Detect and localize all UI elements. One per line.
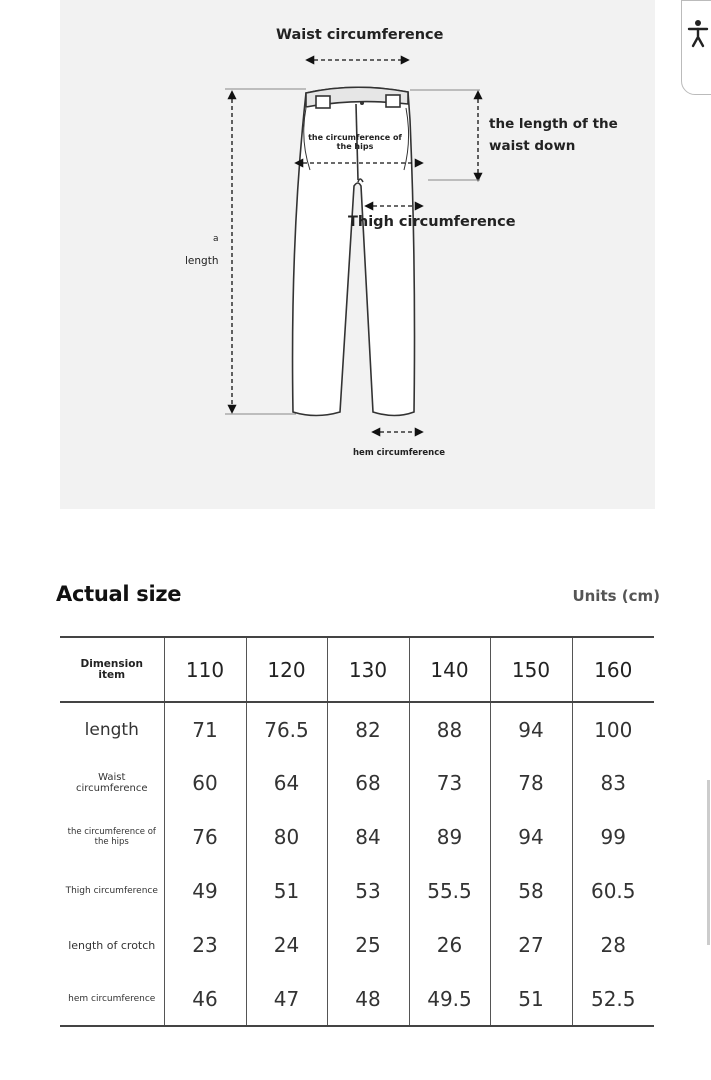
table-row (60, 702, 654, 756)
scrollbar-thumb[interactable] (707, 780, 710, 945)
size-header: 160 (572, 637, 654, 702)
accessibility-button[interactable] (681, 0, 711, 95)
accessibility-icon (687, 19, 709, 49)
length-label: length (185, 255, 219, 267)
table-cell: 25 (327, 918, 409, 972)
size-title-row (56, 582, 660, 614)
table-cell: 51 (246, 864, 327, 918)
size-header: 150 (490, 637, 572, 702)
table-row (60, 972, 654, 1026)
table-cell: 100 (594, 717, 633, 742)
size-header: 120 (246, 637, 327, 702)
row-label-hem: hem circumference (60, 972, 164, 1026)
corner-label: Dimension item (60, 637, 164, 702)
table-cell: 49.5 (409, 972, 490, 1026)
table-cell: 89 (409, 810, 490, 864)
table-cell: 68 (327, 756, 409, 810)
table-cell: 64 (246, 756, 327, 810)
size-header: 110 (164, 637, 246, 702)
table-cell: 47 (246, 972, 327, 1026)
table-row (60, 810, 654, 864)
table-cell: 49 (164, 864, 246, 918)
section-title: Actual size (56, 582, 182, 606)
size-header: 130 (327, 637, 409, 702)
row-label-length: length (60, 702, 164, 756)
table-cell: 94 (490, 810, 572, 864)
table-cell: 27 (490, 918, 572, 972)
waist-label: Waist circumference (276, 27, 444, 43)
table-cell: 99 (600, 825, 626, 849)
waist-down-label: the length of the waist down (489, 116, 618, 154)
table-cell: 24 (246, 918, 327, 972)
length-a-label: a (213, 234, 219, 244)
table-cell: 60 (164, 756, 246, 810)
table-cell: 58 (490, 864, 572, 918)
table-cell: 71 (164, 702, 246, 756)
row-label-thigh: Thigh circumference (60, 864, 164, 918)
table-cell: 76 (164, 810, 246, 864)
table-cell: 88 (409, 702, 490, 756)
hips-label: the circumference of the hips (308, 133, 402, 151)
table-cell: 73 (409, 756, 490, 810)
size-diagram (60, 0, 655, 509)
size-table (60, 636, 654, 1027)
table-cell: 76.5 (246, 702, 327, 756)
table-header-row (60, 637, 654, 702)
table-row (60, 756, 654, 810)
units-label: Units (cm) (572, 587, 660, 605)
table-cell: 53 (327, 864, 409, 918)
table-cell: 80 (246, 810, 327, 864)
table-cell: 60.5 (590, 879, 636, 903)
table-cell: 26 (409, 918, 490, 972)
table-cell: 78 (490, 756, 572, 810)
row-label-waist: Waist circumference (60, 756, 164, 810)
table-cell: 46 (164, 972, 246, 1026)
size-header: 140 (409, 637, 490, 702)
table-row (60, 918, 654, 972)
table-cell: 84 (327, 810, 409, 864)
table-row (60, 864, 654, 918)
pants-illustration (60, 0, 655, 509)
row-label-crotch: length of crotch (60, 918, 164, 972)
row-label-hips: the circumference of the hips (60, 810, 164, 864)
table-cell: 55.5 (409, 864, 490, 918)
thigh-label: Thigh circumference (348, 214, 516, 230)
table-cell: 52.5 (572, 972, 654, 1026)
hem-label: hem circumference (353, 448, 445, 458)
table-cell: 51 (490, 972, 572, 1026)
table-cell: 28 (600, 933, 626, 957)
table-cell: 48 (327, 972, 409, 1026)
table-cell: 83 (600, 771, 626, 795)
table-cell: 82 (327, 702, 409, 756)
table-cell: 94 (490, 702, 572, 756)
table-cell: 23 (164, 918, 246, 972)
